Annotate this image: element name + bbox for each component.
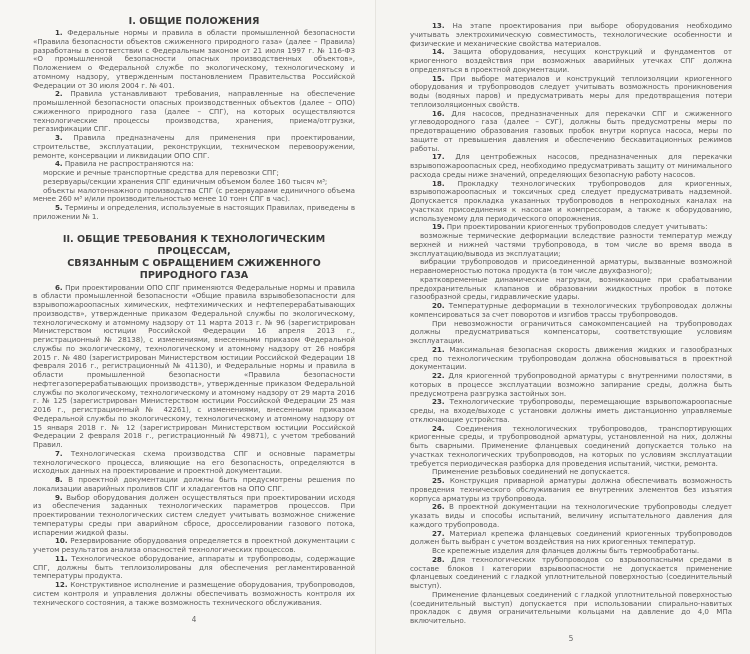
paragraph-text: Правила устанавливают требования, направленные на обеспечение промышленной безопасности опасных производственных объектов (далее – ОПО) сжиженного природного газа (далее – СПГ), на которых осуществляются технологические процессы производства, хранения, приема/отгрузки, регазификации СПГ. <box>33 89 355 134</box>
paragraph-text: вибрации трубопроводов и присоединенной арматуры, вызванные возможной неравномерностью потока продукта (в том числе двухфазного); <box>410 257 732 275</box>
numbered-paragraph <box>410 153 732 179</box>
paragraph-text: Температурные деформации в технологических трубопроводах должны компенсироваться за счет поворотов и изгибов трассы трубопроводов. <box>410 301 732 319</box>
paragraph-number: 16. <box>432 108 445 118</box>
numbered-paragraph <box>410 398 732 424</box>
numbered-paragraph <box>33 494 355 538</box>
numbered-paragraph <box>410 372 732 398</box>
paragraph-number: 13. <box>432 21 445 30</box>
paragraph-number: 6. <box>55 282 63 292</box>
paragraph-number: 20. <box>432 301 445 310</box>
paragraph-number: 27. <box>432 528 445 538</box>
paragraph-number: 3. <box>55 133 63 142</box>
paragraph-text: Резервирование оборудования определяется в проектной документации с учетом результатов анализа опасностей технологических процессов. <box>33 536 355 554</box>
numbered-paragraph <box>33 476 355 494</box>
numbered-paragraph <box>410 556 732 591</box>
paragraph-number: 9. <box>55 492 63 502</box>
paragraph-text: Конструктивное исполнение и размещение оборудования, трубопроводов, систем контроля и управления должны обеспечивать возможность контроля их технического состояния, а также возможность технического обслуживания. <box>33 580 355 607</box>
paragraph-text: Применение резьбовых соединений не допускается. <box>432 467 630 477</box>
paragraph-text: Максимальная безопасная скорость движения жидких и газообразных сред по технологическим трубопроводам должна обосновываться в проектной документации. <box>410 344 732 372</box>
numbered-paragraph <box>410 75 732 110</box>
numbered-paragraph <box>33 29 355 90</box>
numbered-paragraph <box>33 134 355 160</box>
paragraph-number: 18. <box>432 178 445 188</box>
paragraph-text: Все крепежные изделия для фланцев должны быть термообработаны. <box>432 546 700 555</box>
paragraph <box>410 258 732 276</box>
paragraph-number: 24. <box>432 423 445 433</box>
numbered-paragraph <box>410 110 732 154</box>
numbered-paragraph <box>410 180 732 224</box>
paragraph-number: 23. <box>432 397 445 407</box>
paragraph-number: 1. <box>55 28 63 37</box>
paragraph-text: Выбор оборудования должен осуществляться при проектировании исходя из обеспечения заданных технологических параметров процессов. При проектировании технологических систем следует учитывать возможное снижение температуры среды при аварийном сбросе, дросселировании газового потока, испарении жидкой фазы. <box>33 492 355 537</box>
paragraph-number: 5. <box>55 203 63 212</box>
paragraph-text: На этапе проектирования при выборе оборудования необходимо учитывать электрохимическую совместимость, технологические особенности и физические и механические свойства материалов. <box>410 21 732 48</box>
paragraph-text: Правила не распространяются на: <box>64 159 194 169</box>
paragraph-number: 12. <box>55 580 68 589</box>
paragraph-text: Технологические трубопроводы, перемещающие взрывопожароопасные среды, на входе/выходе с установки должны иметь дистанционно управляемые отключающие устройства. <box>410 397 732 424</box>
page-number: 5 <box>568 633 574 643</box>
section-2-heading-line-2: СВЯЗАННЫМ С ОБРАЩЕНИЕМ СЖИЖЕННОГО ПРИРОДНОГО ГАЗА <box>67 257 321 281</box>
paragraph-number: 19. <box>432 222 445 232</box>
paragraph-text: В проектной документации должны быть предусмотрены решения по локализации аварийных проливов СПГ и хладагентов на ОПО СПГ. <box>33 475 355 493</box>
paragraph-number: 4. <box>55 159 63 169</box>
paragraph-number: 17. <box>432 152 445 162</box>
numbered-paragraph <box>33 204 355 222</box>
paragraph-text: кратковременные динамические нагрузки, возникающие при срабатывании предохранительных клапанов и образовании жидкостных пробок в потоке газообразной среды, гидравлические удары. <box>410 274 732 302</box>
paragraph <box>33 187 355 205</box>
numbered-paragraph <box>410 530 732 548</box>
page-number: 4 <box>191 615 197 625</box>
paragraph-text: Прокладку технологических трубопроводов для криогенных, взрывопожароопасных и токсичных сред следует предусматривать надземной. Допускается прокладка указанных трубопроводов в непроходных каналах на участках присоединения к насосам и компрессорам, а также к оборудованию, используемому для периодического опорожнения. <box>410 178 732 223</box>
paragraph-text: возможные термические деформации вследствие разности температур между верхней и нижней частями трубопровода, в том числе во время ввода в эксплуатацию/вывода из эксплуатации; <box>410 231 732 258</box>
paragraph-number: 2. <box>55 89 63 99</box>
paragraph-text: Соединения технологических трубопроводов, транспортирующих криогенные среды, и трубопроводной арматуры, установленной на них, должны быть сварными. Применение фланцевых соединений допускается только на участках технологических трубопроводов, на которых по условиям эксплуатации требуется периодическая разборка для проведения испытаний, чистки, ремонта. <box>410 423 732 468</box>
numbered-paragraph <box>410 503 732 529</box>
numbered-paragraph <box>410 346 732 372</box>
paragraph-number: 21. <box>432 344 445 354</box>
paragraph-text: При невозможности ограничиться самокомпенсацией на трубопроводах должны предусматриваться компенсаторы, соответствующие условиям эксплуатации. <box>410 318 732 345</box>
paragraph-text: Правила предназначены для применения при проектировании, строительстве, эксплуатации, реконструкции, техническом перевооружении, ремонте, консервации и ликвидации ОПО СПГ. <box>33 133 355 160</box>
numbered-paragraph <box>410 477 732 503</box>
left-page-text <box>33 16 355 607</box>
numbered-paragraph <box>410 425 732 469</box>
paragraph-text: Технологическая схема производства СПГ и основные параметры технологического процесса, влияющие на его безопасность, определяются в исходных данных на проектирование и проектной документации. <box>33 448 355 476</box>
paragraph-number: 22. <box>432 371 445 380</box>
section-2-heading <box>33 234 355 282</box>
paragraph-text: При проектировании криогенных трубопроводов следует учитывать: <box>446 222 708 232</box>
section-1-heading: I. ОБЩИЕ ПОЛОЖЕНИЯ <box>128 16 260 27</box>
paragraph <box>410 232 732 258</box>
section-2-heading-line-1: II. ОБЩИЕ ТРЕБОВАНИЯ К ТЕХНОЛОГИЧЕСКИМ ПРОЦЕССАМ, <box>62 233 326 257</box>
paragraph-number: 14. <box>432 47 445 57</box>
paragraph-text: морские и речные транспортные средства для перевозки СПГ; <box>43 168 279 177</box>
paragraph-text: В проектной документации на технологические трубопроводы следует указать виды и способы испытаний, величину испытательного давления для каждого трубопровода. <box>410 502 732 529</box>
paragraph-text: Для технологических трубопроводов со взрывоопасными средами в составе блоков I категории взрывоопасности не допускается применение фланцевых соединений с гладкой уплотнительной поверхностью (соединительный выступ). <box>410 554 732 590</box>
numbered-paragraph <box>33 581 355 607</box>
paragraph-text: Федеральные нормы и правила в области промышленной безопасности «Правила безопасности объектов сжиженного природного газа» (далее – Правила) разработаны в соответствии с Федеральным законом от 21 июля 1997 г. № 116-ФЗ «О промышленной безопасности опасных производственных объектов», Положением о Федеральной службе по экологическому, технологическому и атомному надзору, утвержденным постановлением Правительства Российской Федерации от 30 июля 2004 г. № 401. <box>33 28 355 90</box>
paragraph-text: Конструкция приварной арматуры должна обеспечивать возможность проведения технического обслуживания ее внутренних элементов без изъятия корпуса арматуры из трубопровода. <box>410 476 732 503</box>
paragraph-text: Технологическое оборудование, аппараты и трубопроводы, содержащие СПГ, должны быть теплоизолированы для обеспечения регламентированной температуры продукта. <box>33 553 355 581</box>
numbered-paragraph <box>410 48 732 74</box>
paragraph-text: Защита оборудования, несущих конструкций и фундаментов от криогенного воздействия при возможных аварийных утечках СПГ должна определяться в проектной документации. <box>410 47 732 74</box>
paragraph-number: 8. <box>55 475 63 484</box>
paragraph-text: объекты малотоннажного производства СПГ (с резервуарами единичного объема менее 260 м³ и/или производительностью менее 10 тонн СПГ в час). <box>33 185 355 204</box>
numbered-paragraph <box>33 450 355 476</box>
paragraph <box>410 591 732 626</box>
section-2-body <box>33 284 355 608</box>
right-page-text <box>410 22 732 626</box>
paragraph-number: 11. <box>55 553 68 563</box>
paragraph-text: Термины и определения, используемые в настоящих Правилах, приведены в приложении № 1. <box>33 203 355 221</box>
paragraph-number: 26. <box>432 502 445 512</box>
section-1-body <box>33 29 355 222</box>
paragraph-text: резервуары/секции хранения СПГ единичным объемом более 160 тысяч м³; <box>43 176 328 186</box>
numbered-paragraph <box>33 555 355 581</box>
right-page <box>375 0 750 654</box>
paragraph-text: Для криогенной трубопроводной арматуры с внутренними полостями, в которых в процессе эксплуатации возможно запирание среды, должна быть предусмотрена разгрузка застойных зон. <box>410 371 732 398</box>
paragraph-text: Для центробежных насосов, предназначенных для перекачки взрывопожароопасных сред, необходимо предусматривать защиту от минимального расхода среды ниже значений, определяющих безопасную работу насосов. <box>410 152 732 179</box>
paragraph-text: При выборе материалов и конструкций теплоизоляции криогенного оборудования и трубопроводов следует учитывать возможность проникновения воды (водяных паров) и предусматривать меры для предотвращения потери теплоизоляционных свойств. <box>410 73 732 109</box>
paragraph-number: 10. <box>55 536 68 546</box>
paragraph <box>410 276 732 302</box>
paragraph-number: 25. <box>432 476 445 485</box>
paragraph-number: 7. <box>55 448 63 458</box>
numbered-paragraph <box>410 302 732 320</box>
numbered-paragraph <box>33 90 355 134</box>
paragraph-text: Применение фланцевых соединений с гладкой уплотнительной поверхностью (соединительный выступ) допускается при использовании спирально-навитых прокладок с двумя ограничительными кольцами на давление до 4,0 МПа включительно. <box>410 589 732 625</box>
numbered-paragraph <box>33 284 355 450</box>
numbered-paragraph <box>410 22 732 48</box>
paragraph-number: 28. <box>432 554 445 564</box>
paragraph-text: Для насосов, предназначенных для перекачки СПГ и сжиженного углеводородного газа (далее – СУГ), должны быть предусмотрены меры по предотвращению образования газовых пробок внутри корпуса насоса, меры по защите от превышения давления и обеспечению бескавитационных режимов работы. <box>410 108 732 153</box>
paragraph-text: При проектировании ОПО СПГ применяются Федеральные нормы и правила в области промышленной безопасности «Общие правила взрывобезопасности для взрывопожароопасных химических, нефтехимических и нефтеперерабатывающих производств», утвержденные приказом Федеральной службы по экологическому, технологическому и атомному надзору от 11 марта 2013 г. № 96 (зарегистрирован Министерством юстиции Российской Федерации 16 апреля 2013 г., регистрационный № 28138), с изменениями, внесенными приказом Федеральной службы по экологическому, технологическому и атомному надзору от 26 ноября 2015 г. № 480 (зарегистрирован Министерством юстиции Российской Федерации 18 февраля 2016 г., регистрационный № 41130), и Федеральные нормы и правила в области промышленной безопасности «Правила безопасности нефтегазоперерабатывающих производств», утвержденные приказом Федеральной службы по экологическому, технологическому и атомному надзору от 29 марта 2016 г. № 125 (зарегистрирован Министерством юстиции Российской Федерации 25 мая 2016 г., регистрационный № 42261), с изменениями, внесенными приказом Федеральной службы по экологическому, технологическому и атомному надзору от 15 января 2018 г. № 12 (зарегистрирован Министерством юстиции Российской Федерации 2 февраля 2018 г., регистрационный № 49871), с учетом требований Правил. <box>33 282 355 449</box>
paragraph-text: Материал крепежа фланцевых соединений криогенных трубопроводов должен быть выбран с учетом воздействия на них криогенных температур. <box>410 528 732 547</box>
paragraph <box>410 320 732 346</box>
paragraph-number: 15. <box>432 73 445 83</box>
